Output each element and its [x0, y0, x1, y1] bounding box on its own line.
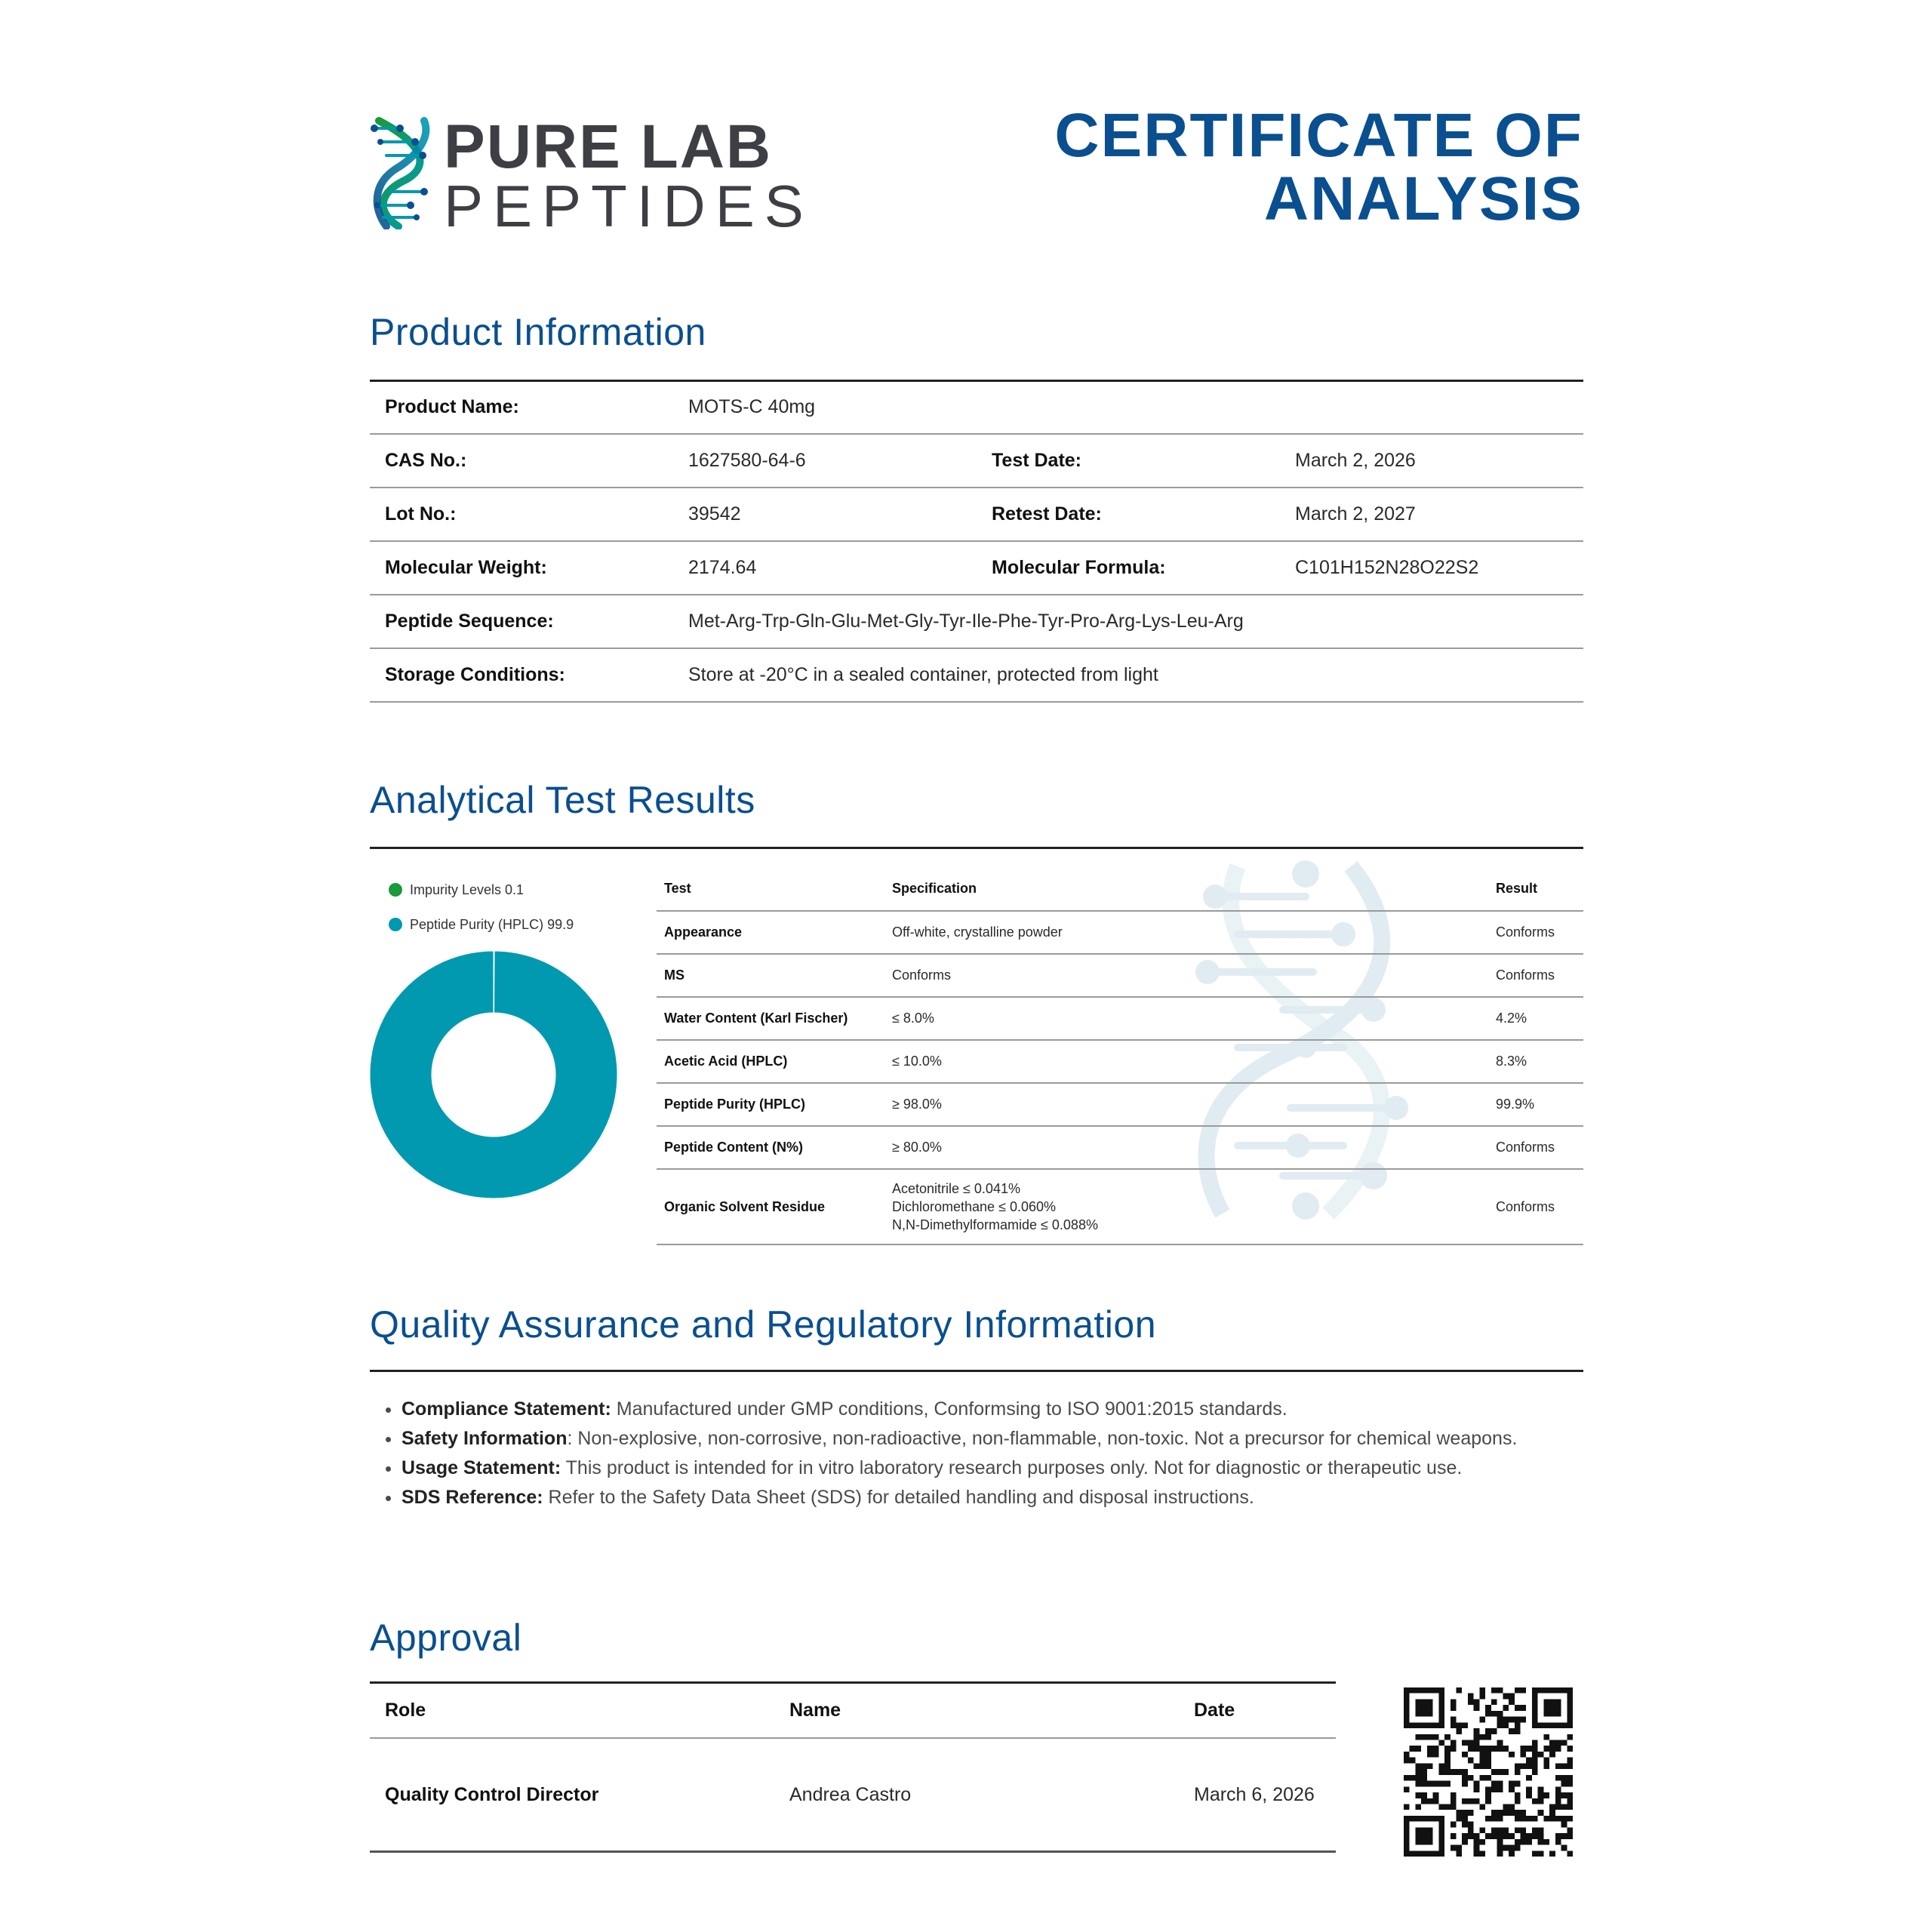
approver-role: Quality Control Director [370, 1738, 774, 1852]
approval-date: March 6, 2026 [1179, 1738, 1336, 1852]
analytical-heading: Analytical Test Results [370, 779, 755, 821]
logo-text-line1: PURE LAB [444, 112, 773, 181]
list-item [401, 1424, 1617, 1454]
legend-label-purity: Peptide Purity (HPLC) 99.9 [410, 916, 574, 932]
document-title-line2: ANALYSIS [1263, 165, 1583, 233]
table-row [370, 648, 1583, 702]
dna-helix-icon [368, 116, 438, 229]
test-name: Water Content (Karl Fischer) [657, 997, 884, 1040]
product-info-heading: Product Information [370, 311, 706, 353]
document-title [1054, 101, 1583, 233]
legend-item-purity [389, 915, 574, 934]
qr-code-icon[interactable] [1404, 1687, 1573, 1857]
table-header-row [370, 1683, 1336, 1738]
table-row [370, 541, 1583, 595]
donut-slice-1 [370, 951, 617, 1198]
approval-table [370, 1683, 1336, 1853]
sequence-label: Peptide Sequence: [370, 595, 673, 648]
legend-swatch-impurity [389, 883, 402, 897]
spec-line: Dichloromethane ≤ 0.060% [892, 1199, 1057, 1214]
qa-item-label: Compliance Statement: [401, 1398, 611, 1420]
qa-list [377, 1395, 1617, 1512]
qa-item-label: SDS Reference: [401, 1487, 543, 1508]
approval-heading: Approval [370, 1617, 522, 1659]
table-row [657, 1126, 1583, 1169]
test-result: Conforms [1488, 1126, 1583, 1169]
test-spec: ≥ 98.0% [884, 1083, 1488, 1126]
test-name: Peptide Content (N%) [657, 1126, 884, 1169]
qa-item-text: : Non-explosive, non-corrosive, non-radioactive, non-flammable, non-toxic. Not a precursor for chemical weapons. [567, 1428, 1518, 1449]
test-spec: ≤ 8.0% [884, 997, 1488, 1040]
molecular-formula-value: C101H152N28O22S2 [1280, 541, 1583, 595]
qa-rule [370, 1370, 1583, 1372]
spec-line: Acetonitrile ≤ 0.041% [892, 1181, 1020, 1196]
storage-label: Storage Conditions: [370, 648, 673, 702]
test-spec: Off-white, crystalline powder [884, 911, 1488, 954]
test-name: Acetic Acid (HPLC) [657, 1040, 884, 1083]
column-header-spec: Specification [884, 866, 1488, 911]
purity-donut-chart [368, 949, 619, 1200]
qa-item-text: Manufactured under GMP conditions, Conformsing to ISO 9001:2015 standards. [611, 1398, 1287, 1420]
retest-date-value: March 2, 2027 [1280, 488, 1583, 541]
qa-item-label: Safety Information [401, 1428, 568, 1449]
column-header-role: Role [370, 1683, 774, 1738]
test-result: 4.2% [1488, 997, 1583, 1040]
column-header-name: Name [774, 1683, 1179, 1738]
list-item [401, 1395, 1617, 1424]
cas-label: CAS No.: [370, 434, 673, 488]
table-row [370, 434, 1583, 488]
analytical-rule [370, 847, 1583, 849]
chart-legend [389, 880, 574, 949]
test-result: Conforms [1488, 911, 1583, 954]
table-row [657, 911, 1583, 954]
table-row [657, 1040, 1583, 1083]
storage-value: Store at -20°C in a sealed container, protected from light [673, 648, 1583, 702]
test-result: 99.9% [1488, 1083, 1583, 1126]
qa-heading: Quality Assurance and Regulatory Information [370, 1303, 1156, 1346]
test-date-value: March 2, 2026 [1280, 434, 1583, 488]
test-result: 8.3% [1488, 1040, 1583, 1083]
qa-item-text: Refer to the Safety Data Sheet (SDS) for detailed handling and disposal instructions. [543, 1487, 1254, 1508]
qa-item-label: Usage Statement: [401, 1457, 561, 1478]
test-name: MS [657, 954, 884, 997]
cas-value: 1627580-64-6 [673, 434, 977, 488]
test-name: Appearance [657, 911, 884, 954]
qa-item-text: This product is intended for in vitro laboratory research purposes only. Not for diagnostic or therapeutic use. [561, 1457, 1463, 1478]
spec-line: N,N-Dimethylformamide ≤ 0.088% [892, 1217, 1098, 1232]
test-name: Organic Solvent Residue [657, 1169, 884, 1244]
legend-label-impurity: Impurity Levels 0.1 [410, 881, 525, 897]
company-logo [368, 112, 814, 239]
column-header-result: Result [1488, 866, 1583, 911]
document-title-line1: CERTIFICATE OF [1054, 101, 1583, 170]
molecular-formula-label: Molecular Formula: [977, 541, 1280, 595]
test-name: Peptide Purity (HPLC) [657, 1083, 884, 1126]
test-result: Conforms [1488, 954, 1583, 997]
product-name-label: Product Name: [370, 381, 673, 434]
table-row [370, 488, 1583, 541]
product-name-value: MOTS-C 40mg [673, 381, 1583, 434]
test-spec [884, 1169, 1488, 1244]
table-row [370, 381, 1583, 434]
logo-text-line2: PEPTIDES [444, 173, 814, 239]
table-row [657, 1083, 1583, 1126]
molecular-weight-value: 2174.64 [673, 541, 977, 595]
table-row [370, 595, 1583, 648]
legend-swatch-purity [389, 918, 402, 931]
test-result: Conforms [1488, 1169, 1583, 1244]
list-item [401, 1483, 1617, 1512]
test-spec: Conforms [884, 954, 1488, 997]
column-header-date: Date [1179, 1683, 1336, 1738]
molecular-weight-label: Molecular Weight: [370, 541, 673, 595]
column-header-test: Test [657, 866, 884, 911]
legend-item-impurity [389, 880, 574, 900]
table-row [657, 1169, 1583, 1244]
table-row [657, 997, 1583, 1040]
table-row [657, 954, 1583, 997]
list-item [401, 1454, 1617, 1483]
product-info-table [370, 381, 1583, 703]
retest-date-label: Retest Date: [977, 488, 1280, 541]
lot-label: Lot No.: [370, 488, 673, 541]
lot-value: 39542 [673, 488, 977, 541]
table-header-row [657, 866, 1583, 911]
test-results-table [657, 866, 1583, 1245]
test-spec: ≤ 10.0% [884, 1040, 1488, 1083]
sequence-value: Met-Arg-Trp-Gln-Glu-Met-Gly-Tyr-Ile-Phe-Tyr-Pro-Arg-Lys-Leu-Arg [673, 595, 1583, 648]
table-row [370, 1738, 1336, 1852]
test-spec: ≥ 80.0% [884, 1126, 1488, 1169]
test-date-label: Test Date: [977, 434, 1280, 488]
approver-name: Andrea Castro [774, 1738, 1179, 1852]
